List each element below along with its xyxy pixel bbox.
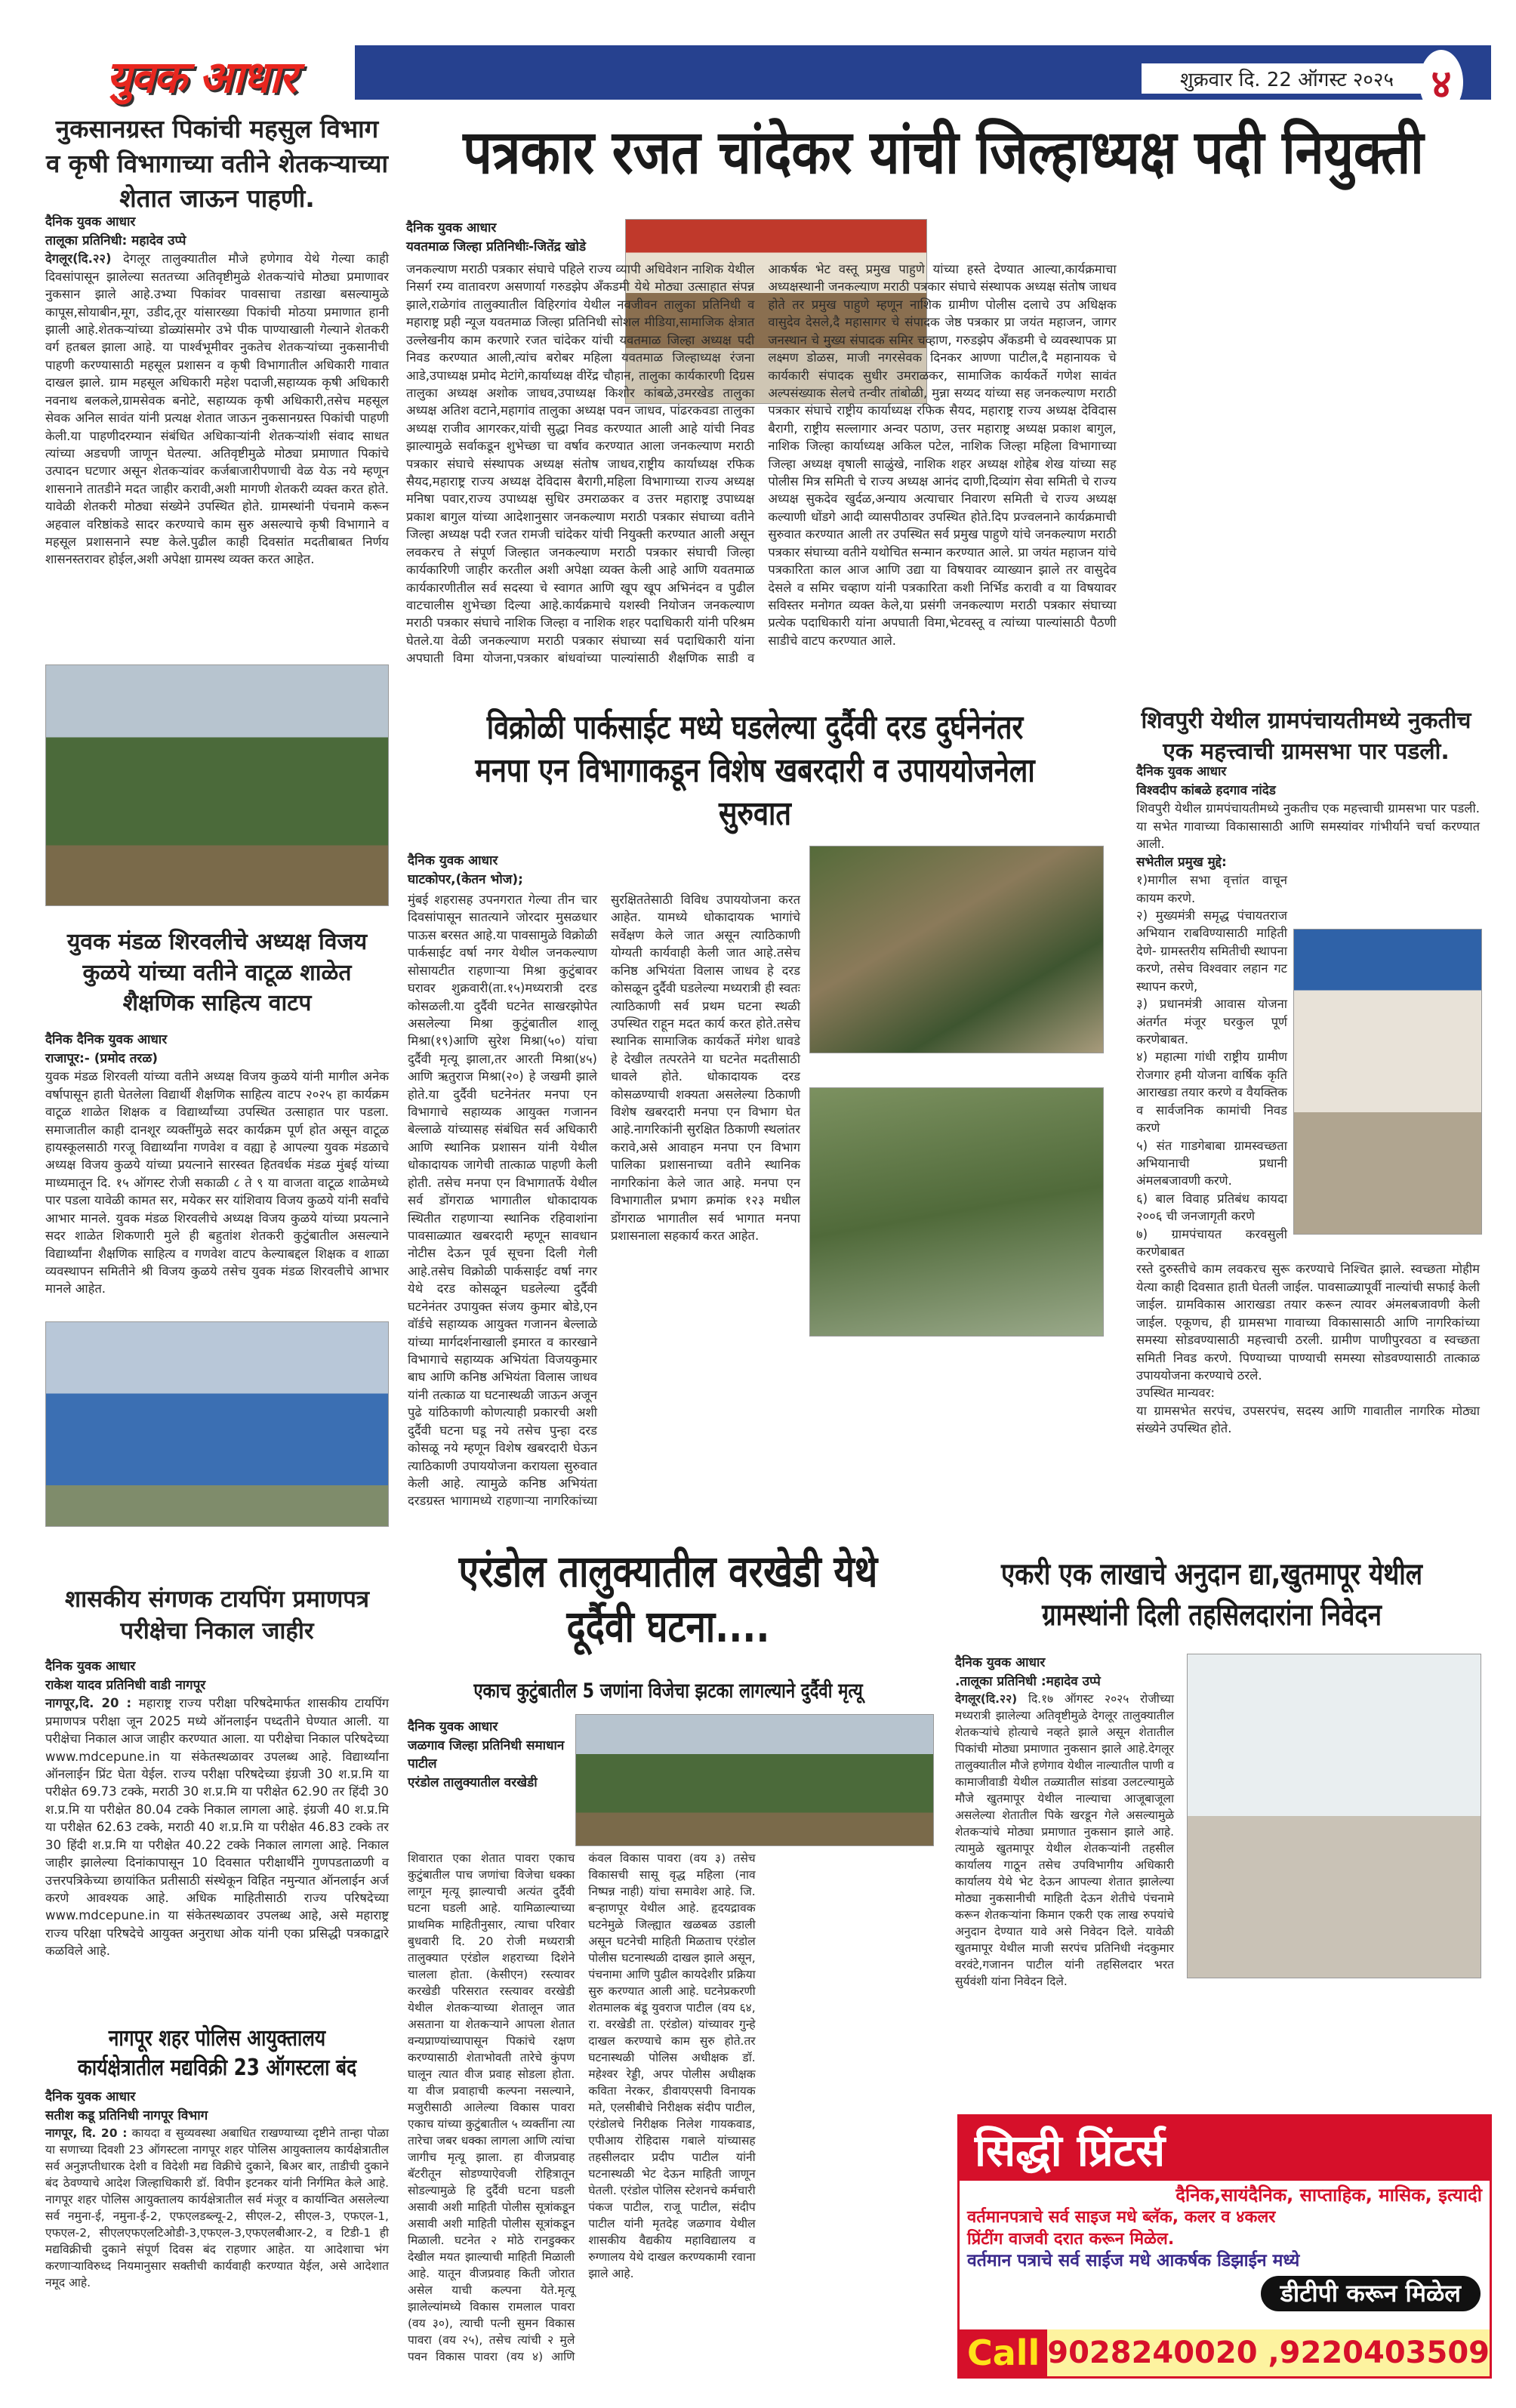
- article-body: [408, 891, 800, 1510]
- article-headline: शासकीय संगणक टायपिंग प्रमाणपत्र परीक्षेचा निकाल जाहीर: [65, 1586, 369, 1645]
- body-text: देगलूर तालुक्यातील मौजे हणेगाव येथे गेल्या काही दिवसांपासून झालेल्या सततच्या अतिवृष्टीमुळे शेतकऱ्यांचे मोठ्या प्रमाणावर नुकसान झाले आहे.उभ्या पिकांवर पावसाचा तडाखा बसल्यामुळे कापूस,सोयाबीन,मूग, उडीद,तूर यांसारख्या पिकांची मोठया प्रमाणात हानी झाली आहे.शेतकऱ्यांच्या डोळ्यांसमोर उभे पीक पाण्याखाली गेल्याने शेतकरी वर्ग हतबल झाला आहे. या पार्श्वभूमीवर नुकतेच शेतकऱ्यांच्या नुकसानीची पाहणी करण्यासाठी महसूल प्रशासन व कृषी विभागातील अधिकारी गावात दाखल झाले. ग्राम महसूल अधिकारी महेश पदाजी,सहाय्यक कृषी अधिकारी नवनाथ बलकले,ग्रामसेवक बनोटे, सहाय्यक कृषी अधिकारी,तसेच महसूल सेवक अनिल सावंत यांनी प्रत्यक्ष शेतात जाऊन नुकसानग्रस्त पिकांची पाहणी केली.या पाहणीदरम्यान संबंधित अधिकाऱ्यांनी शेतकऱ्यांशी संवाद साधत त्यांच्या अडचणी जाणून घेतल्या. अतिवृष्टीमुळे मोठ्या प्रमाणात पिकांचे उत्पादन घटणार असून शेतकऱ्यांवर कर्जबाजारीपणाची वेळ येऊ नये म्हणून शासनाने तातडीने मदत जाहीर करावी,अशी मागणी शेतकरी व्यक्त करत होते. यावेळी शेतकरी मोठ्या संख्येने उपस्थित होते. ग्रामस्थांनी पंचनामे करून अहवाल वरिष्ठांकडे सादर करण्याचे काम सुरु असल्याचे कृषी विभागाने व महसूल प्रशासनाने स्पष्ट केले.पुढील काही दिवसांत मदतीबाबत निर्णय शासनस्तरावर होईल,अशी अपेक्षा ग्रामस्थ व्यक्त करत आहेत.: [45, 251, 389, 567]
- photo-students: [45, 1321, 389, 1527]
- ad-line: वर्तमानपत्राचे सर्व साइज मधे ब्लॅक, कलर व ४कलर: [967, 2208, 1276, 2228]
- points-list: [1136, 871, 1287, 1260]
- source: दैनिक युवक आधार: [408, 853, 498, 868]
- byline: जळगाव जिल्हा प्रतिनिधी समाधान पाटील: [408, 1737, 565, 1772]
- body-text: मुंबई शहरासह उपनगरात गेल्या तीन चार दिवसांपासून सातत्याने जोरदार मुसळधार पाऊस बरसत आहे.या पावसामुळे विक्रोळी पार्कसाईट वर्षा नगर येथील जनकल्याण सोसायटीत राहणाऱ्या मिश्रा कुटुंबावर घरावर शुक्रवारी(ता.१५)मध्यरात्री दरड कोसळली.या दुर्दैवी घटनेत साखरझोपेत असलेल्या मिश्रा कुटुंबातील शालू मिश्रा(१९)आणि सुरेश मिश्रा(५०) यांचा दुर्दैवी मृत्यू झाला,तर आरती मिश्रा(४५) आणि ऋतुराज मिश्रा(२०) हे जखमी झाले होते.या दुर्दैवी घटनेनंतर मनपा एन विभागाचे सहाय्यक आयुक्त गजानन बेल्लाळे यांच्यासह संबंधित सर्व अधिकारी आणि स्थानिक प्रशासन यांनी येथील धोकादायक जागेची तात्काळ पाहणी केली होती. तसेच मनपा एन विभागातर्फे येथील सर्व डोंगराळ भागातील धोकादायक स्थितीत राहणाऱ्या स्थानिक रहिवाशांना पावसाळ्यात खबरदारी म्हणून सावधान नोटीस देऊन पूर्व सूचना दिली गेली आहे.तसेच विक्रोळी पार्कसाईट वर्षा नगर येथे दरड कोसळून घडलेल्या दुर्दैवी घटनेनंतर उपायुक्त संजय कुमार बोडे,एन वॉर्डचे सहाय्यक आयुक्त गजानन बेल्लाळे यांच्या मार्गदर्शनाखाली इमारत व कारखाने विभागाचे सहाय्यक अभियंता विजयकुमार बाघ आणि कनिष्ठ अभियंता विलास जाधव यांनी तत्काळ या घटनास्थळी जाऊन अजून पुढे यांठिकाणी कोणत्याही प्रकारची अशी दुर्दैवी घटना घडू नये तसेच पुन्हा दरड कोसळू नये म्हणून विशेष खबरदारी घेऊन त्याठिकाणी उपाययोजना करायला सुरुवात केली आहे. त्यामुळे कनिष्ठ अभियंता दरडग्रस्त भागामध्ये राहणाऱ्या नागरिकांच्या सुरक्षिततेसाठी विविध उपाययोजना करत आहेत. यामध्ये धोकादायक भागांचे सर्वेक्षण केले जात असून त्याठिकाणी योग्यती कार्यवाही केली जात आहे.तसेच कनिष्ठ अभियंता विलास जाधव हे दरड कोसळून दुर्दैवी घडलेल्या मध्यरात्री ही स्वतः त्याठिकाणी सर्व प्रथम घटना स्थळी उपस्थित राहून मदत कार्य करत होते.तसेच स्थानिक सामाजिक कार्यकर्ते मंगेश धावडे हे देखील तत्परतेने या घटनेत मदतीसाठी धावले होते. धोकादायक दरड कोसळण्याची शक्यता असलेल्या ठिकाणी विशेष खबरदारी मनपा एन विभाग घेत आहे.नागरिकांनी सुरक्षित ठिकाणी स्थलांतर करावे,असे आवाहन मनपा एन विभाग पालिका प्रशासनाच्या वतीने स्थानिक नागरिकांना केले जात आहे. मनपा एन विभागातील प्रभाग क्रमांक १२३ मधील डोंगराळ भागातील सर्व भागात मनपा प्रशासनाला सहकार्य करत आहेत.: [408, 893, 800, 1509]
- article-body: [408, 1850, 936, 2379]
- article-body: [406, 261, 1478, 683]
- article-compensation-demand: [955, 1654, 1174, 1990]
- photo-accident-site: [575, 1714, 934, 1846]
- point: ६) बाल विवाह प्रतिबंध कायदा २००६ ची जनजागृती करणे: [1136, 1191, 1287, 1224]
- photo-landslide-site: [809, 846, 1104, 1053]
- article-typing-exam: [45, 1657, 389, 1960]
- lead: एरंडोल तालुक्यातील वरखेडी: [408, 1774, 538, 1790]
- ad-call-label: Call: [960, 2329, 1047, 2376]
- dateline: देगलूर(दि.२२): [955, 1692, 1018, 1707]
- byline: सतीश कडू प्रतिनिधी नागपूर विभाग: [45, 2107, 208, 2123]
- article-headline: एरंडोल तालुक्यातील वरखेडी येथे दूर्दैवी घटना....: [458, 1546, 878, 1652]
- article-liquor-ban: [45, 2088, 389, 2291]
- point: ४) महात्मा गांधी राष्ट्रीय ग्रामीण रोजगार हमी योजना वार्षिक कृति आराखडा तयार करणे व वैयक्तिक व सार्वजनिक कामांची निवड करणे: [1136, 1050, 1287, 1136]
- article-body: [45, 250, 389, 569]
- article-school-supplies: [45, 1031, 389, 1298]
- byline: .तालूका प्रतिनिधी :महादेव उप्पे: [955, 1673, 1101, 1689]
- article-headline: विक्रोळी पार्कसाईट मध्ये घडलेल्या दुर्दैवी दरड दुर्घनेनंतर मनपा एन विभागाकडून विशेष खबरदारी व उपाययोजनेला सुरुवात: [475, 708, 1035, 834]
- source: दैनिक युवक आधार: [406, 220, 497, 236]
- ad-line: वर्तमान पत्राचे सर्व साईज मधे आकर्षक डिझाईन मध्ये: [967, 2251, 1300, 2271]
- main-headline: पत्रकार रजत चांदेकर यांची जिल्हाध्यक्ष पदी नियुक्ती: [463, 117, 1425, 187]
- source: दैनिक दैनिक युवक आधार: [45, 1032, 168, 1047]
- dateline: देगलूर(दि.२२): [45, 251, 112, 267]
- body-text: कायदा व सुव्यवस्था अबाधित राखण्याच्या दृष्टीने तान्हा पोळा या सणाच्या दिवशी 23 ऑगस्टला नागपूर शहर पोलिस आयुक्तालय कार्यक्षेत्रातील सर्व अनुज्ञप्तीधारक देशी व विदेशी मद्य विक्रीचे दुकाने, बिअर बार, ताडीची दुकाने बंद ठेवण्याचे आदेश जिल्हाधिकारी डॉ. विपीन इटनकर यांनी निर्गमित केले आहे. नागपूर शहर पोलिस आयुक्तालय कार्यक्षेत्रातील सर्व मंजूर व कार्यान्वित असलेल्या सर्व नमुना-ई, नमुना-ई-2, एफएलडब्ल्यू-2, सीएल-2, सीएल-3, एफएल-1, एफएल-2, सीएलएफएलटिओडी-3,एफएल-3,एफएलबीआर-2, व टिडी-1 ही मद्यविक्रीची दुकाने संपूर्ण दिवस बंद राहणार आहेत. या आदेशाचा भंग करणाऱ्याविरुध्द नियमानुसार सक्तीची कार्यवाही करण्यात येईल, असे आदेशात नमूद आहे.: [45, 2126, 389, 2290]
- ad-phone-numbers: 9028240020 ,9220403509: [1047, 2329, 1490, 2376]
- photo-officials-at-site: [809, 1087, 1104, 1337]
- article-landslide: [408, 852, 634, 889]
- article-headline: एकरी एक लाखाचे अनुदान द्या,खुतमापूर येथील ग्रामस्थांनी दिली तहसिलदारांना निवेदन: [1001, 1557, 1422, 1633]
- article-headline: युवक मंडळ शिरवलीचे अध्यक्ष विजय कुळये यांच्या वतीने वाटूळ शाळेत शैक्षणिक साहित्य वाटप: [66, 929, 368, 1016]
- byline: राजापूर:- (प्रमोद तरळ): [45, 1050, 159, 1066]
- point: ५) संत गाडगेबाबा ग्रामस्वच्छता अभियानाची प्रधानी अंमलबजावणी करणे.: [1136, 1138, 1287, 1189]
- article-subheadline: एकाच कुटुंबातील 5 जणांना विजेचा झटका लागल्याने दुर्दैवी मृत्यू: [473, 1679, 863, 1703]
- dateline: नागपूर, दि. 20 :: [45, 2126, 128, 2141]
- main-headline-area: [408, 113, 1480, 196]
- body-text: दि.१७ ऑगस्ट २०२५ रोजीच्या मध्यरात्री झालेल्या अतिवृष्टीमुळे देगलूर तालुक्यातील शेतकऱ्यांचे होत्याचे नव्हते झाले असून शेतातील पिकांची मोठ्या प्रमाणात नुकसान झाले आहे.देगलूर तालुक्यातील मौजे हणेगाव येथील नाल्यातील पाणी व कामाजीवाडी येथील तळ्यातील सांडवा उलटल्यामुळे मौजे खुतमापूर येथील नाल्याचा आजूबाजूला असलेल्या शेतातील पिके खरडून गेले असल्यामुळे शेतकऱ्यांचे मोठ्या प्रमाणात नुकसान झाले आहे. त्यामुळे खुतमापूर येथील शेतकऱ्यांनी तहसील कार्यालय गाठून तसेच उपविभागीय अधिकारी कार्यालय येथे भेट देऊन आपल्या शेतात झालेल्या मोठ्या नुकसानीची माहिती देऊन शेतीचे पंचनामे करून शेतकऱ्यांना किमान एकरी एक लाख रुपयांचे अनुदान देण्यात यावे असे निवेदन दिले. यावेळी खुतमापूर येथील माजी सरपंच प्रतिनिधी नंदकुमार वरवंटे,गजानन पाटील यांनी तहसिलदार भरत सुर्यवंशी यांना निवेदन दिले.: [955, 1692, 1174, 1989]
- body-text: शिवारात एका शेतात पावरा एकाच कुटुंबातील पाच जणांचा विजेचा धक्का लागून मृत्यू झाल्याची अत्यंत दुर्दैवी घटना घडली आहे. यामिळाल्याच्या प्राथमिक माहितीनुसार, त्याचा परिवार बुधवारी दि. 20 रोजी मध्यरात्री तालुक्यात एरंडोल शहराच्या दिशेने चालला होता. (केसीएन) रस्त्यावर करखेडी परिसरात रस्त्यावर वरखेडी येथील शेतकऱ्याच्या शेतालून जात असताना या शेतकऱ्याने आपला शेतात वन्यप्राण्यांच्यापासून पिकांचे रक्षण करण्यासाठी शेताभोवती तारेचे कुंपण घालून त्यात वीज प्रवाह सोडला होता. या वीज प्रवाहाची कल्पना नसल्याने, मजुरीसाठी आलेल्या विकास पावरा एकाच यांच्या कुटुंबातील ५ व्यक्तींना त्या तारेचा जबर धक्का लागला आणि त्यांचा जागीच मृत्यू झाला. हा वीजप्रवाह बॅटरीतून सोडण्याऐवजी रोहित्रातून सोडल्यामुळे हि दुर्दैवी घटना घडली असावी अशी माहिती पोलीस सूत्रांकडून असावी अशी माहिती पोलीस सूत्रांकडून मिळाली. घटनेत २ मोठे रानडुक्कर देखील मयत झाल्याची माहिती मिळाली आहे. यातून वीजप्रवाह किती जोरात असेल याची कल्पना येते.मृत्यू झालेल्यांमध्ये विकास रामलाल पावरा (वय ३०), त्याची पत्नी सुमन विकास पावरा (वय २५), तसेच त्यांची २ मुले पवन विकास पावरा (वय ४) आणि कंवल विकास पावरा (वय ३) तसेच विकासची सासू वृद्ध महिला (नाव निष्पन्न नाही) यांचा समावेश आहे. जि. बऱ्हाणपूर येथील आहे. हृदयद्रावक घटनेमुळे जिल्ह्यात खळबळ उडाली असून घटनेची माहिती मिळताच एरंडोल पोलीस घटनास्थळी दाखल झाले असून, पंचनामा आणि पुढील कायदेशीर प्रक्रिया सुरु करण्यात आली आहे. घटनेप्रकरणी शेतमालक बंडू युवराज पाटील (वय ६४, रा. वरखेडी ता. एरंडोल) यांच्यावर गुन्हे दाखल करण्याचे काम सुरु होते.तर घटनास्थळी पोलिस अधीक्षक डॉ. महेश्वर रेड्डी, अपर पोलीस अधीक्षक कविता नेरकर, डीवायएसपी विनायक मते, एलसीबीचे निरीक्षक संदीप पाटील, एरंडोलचे निरीक्षक निलेश गायकवाड, एपीआय रोहिदास गबाले यांच्यासह तहसीलदार प्रदीप पाटील यांनी घटनास्थळी भेट देऊन माहिती जाणून घेतली. एरंडोल पोलिस स्टेशनचे कर्मचारी पंकज पाटील, राजू पाटील, संदीप पाटील यांनी मृतदेह जळगाव येथील शासकीय वैद्यकीय महाविद्यालय व रुग्णालय येथे दाखल करण्यकामी रवाना झाले आहे.: [408, 1851, 756, 2363]
- source: दैनिक युवक आधार: [955, 1655, 1046, 1670]
- issue-date: शुक्रवार दि. 22 ऑगस्ट २०२५: [1142, 63, 1432, 94]
- point: २) मुख्यमंत्री समृद्ध पंचायतराज अभियान राबविण्यासाठी माहिती देणे- ग्रामस्तरीय समितीची स्थापना करणे, तसेच विश्ववार लहान गट स्थापन करणे,: [1136, 908, 1287, 994]
- body-text: महाराष्ट्र राज्य परीक्षा परिषदेमार्फत शासकीय टायपिंग प्रमाणपत्र परीक्षा जून 2025 मध्ये ऑनलाईन पध्दतीने घेण्यात आली. या परीक्षेचा निकाल आज जाहीर करण्यात आला. या परीक्षेचा निकाल परिषदेच्या www.mdcepune.in या संकेतस्थळावर उपलब्ध आहे. विद्यार्थ्यांना ऑनलाईन प्रिंट घेता येईल. राज्य परीक्षा परिषदेच्या इंग्रजी 30 श.प्र.मि या परीक्षेत 69.73 टक्के, मराठी 30 श.प्र.मि या परीक्षेत 62.90 तर हिंदी 30 श.प्र.मि या परीक्षेत 80.04 टक्के निकाल लागला आहे. इंग्रजी 40 श.प्र.मि या परीक्षेत 62.63 टक्के, मराठी 40 श.प्र.मि या परीक्षेत 46.83 टक्के तर 30 हिंदी श.प्र.मि या परीक्षेत 40.22 टक्के निकाल लागला आहे. निकाल जाहीर झालेल्या दिनांकापासून 10 दिवसात परीक्षार्थींने गुणपडताळणी व उत्तरपत्रिकेच्या छायांकित प्रतीसाठी संस्थेकून विहित नमुन्यात ऑनलाईन अर्ज करणे आवश्यक आहे. अधिक माहितीसाठी राज्य परिषदेच्या www.mdcepune.in या संकेतस्थळावर उपलब्ध आहे, असे महाराष्ट्र राज्य परिक्षा परिषदेचे आयुक्त अनुराधा ओक यांनी एका प्रसिद्धी पत्रकाद्वारे कळविले आहे.: [45, 1696, 389, 1959]
- photo-gram-sabha: [1293, 929, 1482, 1235]
- source: दैनिक युवक आधार: [45, 214, 136, 230]
- article-crop-damage: [45, 213, 389, 569]
- photo-tehsildar-office: [1187, 1654, 1481, 1978]
- points-title: सभेतील प्रमुख मुद्दे:: [1136, 854, 1227, 870]
- ad-line: दैनिक,सायंदैनिक, साप्ताहिक, मासिक, इत्यादी: [1176, 2184, 1482, 2206]
- ad-title: सिद्धी प्रिंटर्स: [960, 2117, 1490, 2181]
- point: ३) प्रधानमंत्री आवास योजना अंतर्गत मंजूर घरकुल पूर्ण करणेबाबत.: [1136, 997, 1287, 1047]
- source: दैनिक युवक आधार: [408, 1719, 498, 1734]
- page-number: ४: [1419, 50, 1463, 115]
- source: दैनिक युवक आधार: [45, 2089, 136, 2104]
- intro-text: शिवपुरी येथील ग्रामपंचायतीमध्ये नुकतीच एक महत्त्वाची ग्रामसभा पार पडली. या सभेत गावाच्या विकासासाठी आणि समस्यांवर गांभीर्याने चर्चा करण्यात आली.: [1136, 801, 1480, 852]
- byline: घाटकोपर,(केतन भोज);: [408, 871, 523, 887]
- ad-line: प्रिंटींग वाजवी दरात करून मिळेल.: [967, 2229, 1175, 2249]
- article-journalist-appointment: [406, 219, 614, 256]
- byline: राकेश यादव प्रतिनिधी वाडी नागपूर: [45, 1677, 206, 1693]
- source: दैनिक युवक आधार: [45, 1659, 136, 1674]
- dateline: नागपूर,दि. 20 :: [45, 1696, 132, 1711]
- article-gram-sabha: [1136, 763, 1480, 1438]
- article-headline: शिवपुरी येथील ग्रामपंचायतीमध्ये नुकतीच एक महत्त्वाची ग्रामसभा पार पडली.: [1141, 708, 1471, 765]
- article-body: युवक मंडळ शिरवली यांच्या वतीने अध्यक्ष विजय कुळये यांनी मागील अनेक वर्षापासून हाती घेतलेला विद्यार्थी शैक्षणिक साहित्य वाटप २०२५ हा कार्यक्रम वाटूळ शाळेत शिक्षक व विद्यार्थ्यांच्या उपस्थित उत्साहात पार पडला. समाजातील काही दानशूर व्यक्तींमुळे सदर कार्यक्रम पूर्ण होत असून वाटूळ हायस्कूलसाठी गरजू विद्यार्थ्यांना गणवेश व वह्या हे आपल्या युवक मंडळाचे अध्यक्ष विजय कुळये यांच्या प्रयत्नाने सारस्वत हितवर्धक मंडळ मुंबई यांच्या माध्यमातून दि. १५ ऑगस्ट रोजी सकाळी ८ ते ९ या वाजता वाटूळ शाळेमध्ये पार पडला यावेळी कामत सर, मयेकर सर यांशिवाय विजय कुळये यांनी सर्वांचे आभार मानले. युवक मंडळ शिरवलीचे अध्यक्ष विजय कुळये यांच्या प्रयत्नाने सदर शाळेत शिकणारी मुले ही बहुतांश शेतकरी कुटुंबातील असल्याने विद्यार्थ्यांना शैक्षणिक साहित्य व गणवेश वाटप केल्याबद्दल शिक्षक व शाळा व्यवस्थापन समितीने श्री विजय कुळये तसेच युवक मंडळ शिरवलीचे आभार मानले आहेत.: [45, 1069, 389, 1296]
- newspaper-logo: युवक आधार: [47, 45, 355, 104]
- byline: यवतमाळ जिल्हा प्रतिनिधीः-जितेंद्र खोडे: [406, 239, 587, 254]
- byline: विश्वदीप कांबळे हदगाव नांदेड: [1136, 782, 1276, 798]
- closing-text: या ग्रामसभेत सरपंच, उपसरपंच, सदस्य आणि गावातील नागरिक मोठ्या संख्येने उपस्थित होते.: [1136, 1403, 1480, 1436]
- article-electrocution: [408, 1718, 570, 1793]
- body-text: जनकल्याण मराठी पत्रकार संघाचे पहिले राज्य व्यापी अधिवेशन नाशिक येथील निसर्ग रम्य वातावरण असणार्या गरुडझेप अँकडमी येथे मोठ्या उत्साहात संपन्न झाले,राळेगांव तालुक्यातील विहिरगांव येथील नवजीवन तालुका प्रतिनिधी व महाराष्ट्र प्रही न्यूज यवतमाळ जिल्हा प्रतिनिधी सोशल मीडिया,सामाजिक क्षेत्रात उल्लेखनीय काम करणारे रजत चांदेकर यांची यवतमाळ जिल्हा अध्यक्ष पदी निवड करण्यात आली,त्यांच बरोबर महिला यवतमाळ जिल्हाध्यक्ष रंजना आडे,उपाध्यक्ष प्रमोद मेटांगे,कार्याध्यक्ष वीरेंद्र चौहान, तालुका कार्यकारणी दिग्रस तालुका अध्यक्ष अशोक जाधव,उपाध्यक्ष किशोर कांबळे,उमरखेड तालुका अध्यक्ष अतिश वटाने,महागांव तालुका अध्यक्ष पवन जाधव, पांढरकवडा तालुका अध्यक्ष राजीव आगरकर,यांची सुद्धा निवड करण्यात आली आहे यांची निवड झाल्यामुळे सर्वाकडून शुभेच्छा चा वर्षाव करण्यात आला जनकल्याण मराठी पत्रकार संघाचे संस्थापक अध्यक्ष संतोष जाधव,राष्ट्रीय कार्याध्यक्ष रफिक सैयद,महाराष्ट्र राज्य अध्यक्ष देविदास बैरागी,महिला विभागाच्या राज्य अध्यक्ष मनिषा पवार,राज्य उपाध्यक्ष सुधिर उमराळकर व उत्तर महाराष्ट्र उपाध्यक्ष प्रकाश बागुल यांच्या आदेशानुसार जनकल्याण मराठी पत्रकार संघाच्या वतीने जिल्हा अध्यक्ष पदी रजत रामजी चांदेकर यांची नियुक्ती करण्यात आली असून लवकरच ते संपूर्ण जिल्हात जनकल्याण मराठी पत्रकार संघाची जिल्हा कार्यकारिणी जाहीर करतील अशी अपेक्षा व्यक्त केली आहे आणि यवतमाळ कार्यकारणीतील सर्व सदस्या चे स्वागत आणि खूप खूप अभिनंदन व पुढील वाटचालीस शुभेच्छा दिल्या आहे.कार्यक्रमाचे यशस्वी नियोजन जनकल्याण मराठी पत्रकार संघाचे नाशिक जिल्हा व नाशिक शहर पदाधिकारी यांनी परिश्रम घेतले.या वेळी जनकल्याण मराठी पत्रकार संघाच्या सर्व पदाधिकारी यांना अपघाती विमा योजना,पत्रकार बांधवांच्या पाल्यांसाठी शैक्षणिक साडी व आकर्षक भेट वस्तू प्रमुख पाहुणे यांच्या हस्ते देण्यात आल्या,कार्यक्रमाचा अध्यक्षस्थानी जनकल्याण मराठी पत्रकार संघाचे संस्थापक अध्यक्ष संतोष जाधव होते तर प्रमुख पाहुणे म्हणून नाशिक ग्रामीण पोलीस दलाचे उप अधिक्षक वासुदेव देसले,दै महासागर चे संपादक जेष्ठ पत्रकार प्रा जयंत महाजन, जागर जनस्थान चे मुख्य संपादक समिर चव्हाण, गरुडझेप अँकडमी चे व्यवस्थापक प्रा लक्ष्मण डोळस, माजी नगरसेवक दिनकर आण्णा पाटील,दै महानायक चे कार्यकारी संपादक सुधीर उमराळकर, सामाजिक कार्यकर्ते गणेश सावंत अल्पसंख्याक सेलचे तन्वीर तांबोळी, मुन्ना सय्यद यांच्या सह जनकल्याण मराठी पत्रकार संघाचे राष्ट्रीय कार्याध्यक्ष रफिक सैयद, महाराष्ट्र राज्य अध्यक्ष देविदास बैरागी, राष्ट्रीय सल्लागार अन्वर पठाण, उत्तर महाराष्ट्र अध्यक्ष प्रकाश बागुल, नाशिक जिल्हा कार्याध्यक्ष अकिल पटेल, नाशिक जिल्हा महिला विभागाच्या जिल्हा अध्यक्ष वृषाली साळुंखे, नाशिक शहर अध्यक्ष शोहेब शेख यांच्या सह पोलीस मित्र समिती चे राज्य अध्यक्ष आनंद दाणी,दिव्यांग सेवा समिती चे राज्य अध्यक्ष सुकदेव खुर्दळ,अन्याय अत्याचार निवारण समिती चे राज्य अध्यक्ष कल्याणी धोंडगे आदी व्यासपीठावर उपस्थित होते.दिप प्रज्वलनाने कार्यक्रमाची सुरुवात करण्यात आली तर उपस्थित सर्व प्रमुख पाहुणे यांचे जनकल्याण मराठी पत्रकार संघाच्या वतीने यथोचित सन्मान करण्यात आले. प्रा जयंत महाजन यांचे पत्रकारिता काल आज आणि उद्या या विषयावर व्याख्यान झाले तर वासुदेव देसले व समिर चव्हाण यांनी पत्रकारिता कशी निर्भिड करावी व या विषयावर सविस्तर मनोगत व्यक्त केले,या प्रसंगी जनकल्याण मराठी पत्रकार संघाच्या प्रत्येक पदाधिकारी यांना अपघाती विमा,भेटवस्तू व त्यांच्या पाल्यांसाठी पैठणी साडीचे वाटप करण्यात आले.: [406, 262, 1117, 666]
- point: १)मागील सभा वृत्तांत वाचून कायम करणे.: [1136, 873, 1287, 905]
- closing-title: उपस्थित मान्यवर:: [1136, 1386, 1216, 1401]
- source: दैनिक युवक आधार: [1136, 764, 1227, 779]
- photo-field-inspection: [45, 664, 389, 906]
- article-headline: नागपूर शहर पोलिस आयुक्तालय कार्यक्षेत्रातील मद्यविक्री 23 ऑगस्टला बंद: [77, 2025, 357, 2081]
- body-text: रस्ते दुरुस्तीचे काम लवकरच सुरू करण्याचे निश्चित झाले. स्वच्छता मोहीम येत्या काही दिवसात हाती घेतली जाईल. पावसाळ्यापूर्वी नाल्यांची सफाई केली जाईल. ग्रामविकास आराखडा तयार करून त्यावर अंमलबजावणी केली जाईल. एकूणच, ही ग्रामसभा गावाच्या विकासासाठी आणि नागरिकांच्या समस्या सोडवण्यासाठी महत्त्वाची ठरली. ग्रामीण पाणीपुरवठा व स्वच्छता समिती निवड करणे. पिण्याच्या पाण्याची समस्या सोडवण्यासाठी तात्काळ उपाययोजना करण्याचे ठरले.: [1136, 1262, 1480, 1383]
- point: ७) ग्रामपंचायत करवसुली करणेबाबत: [1136, 1226, 1287, 1259]
- ad-dtp-badge: डीटीपी करून मिळेल: [1261, 2276, 1481, 2311]
- article-headline: नुकसानग्रस्त पिकांची महसुल विभाग व कृषी विभागाच्या वतीने शेतकऱ्याच्या शेतात जाऊन पाहणी.: [45, 114, 389, 214]
- byline: तालूका प्रतिनिधी: महादेव उप्पे: [45, 233, 186, 248]
- advertisement-siddhi-printers: [957, 2114, 1492, 2379]
